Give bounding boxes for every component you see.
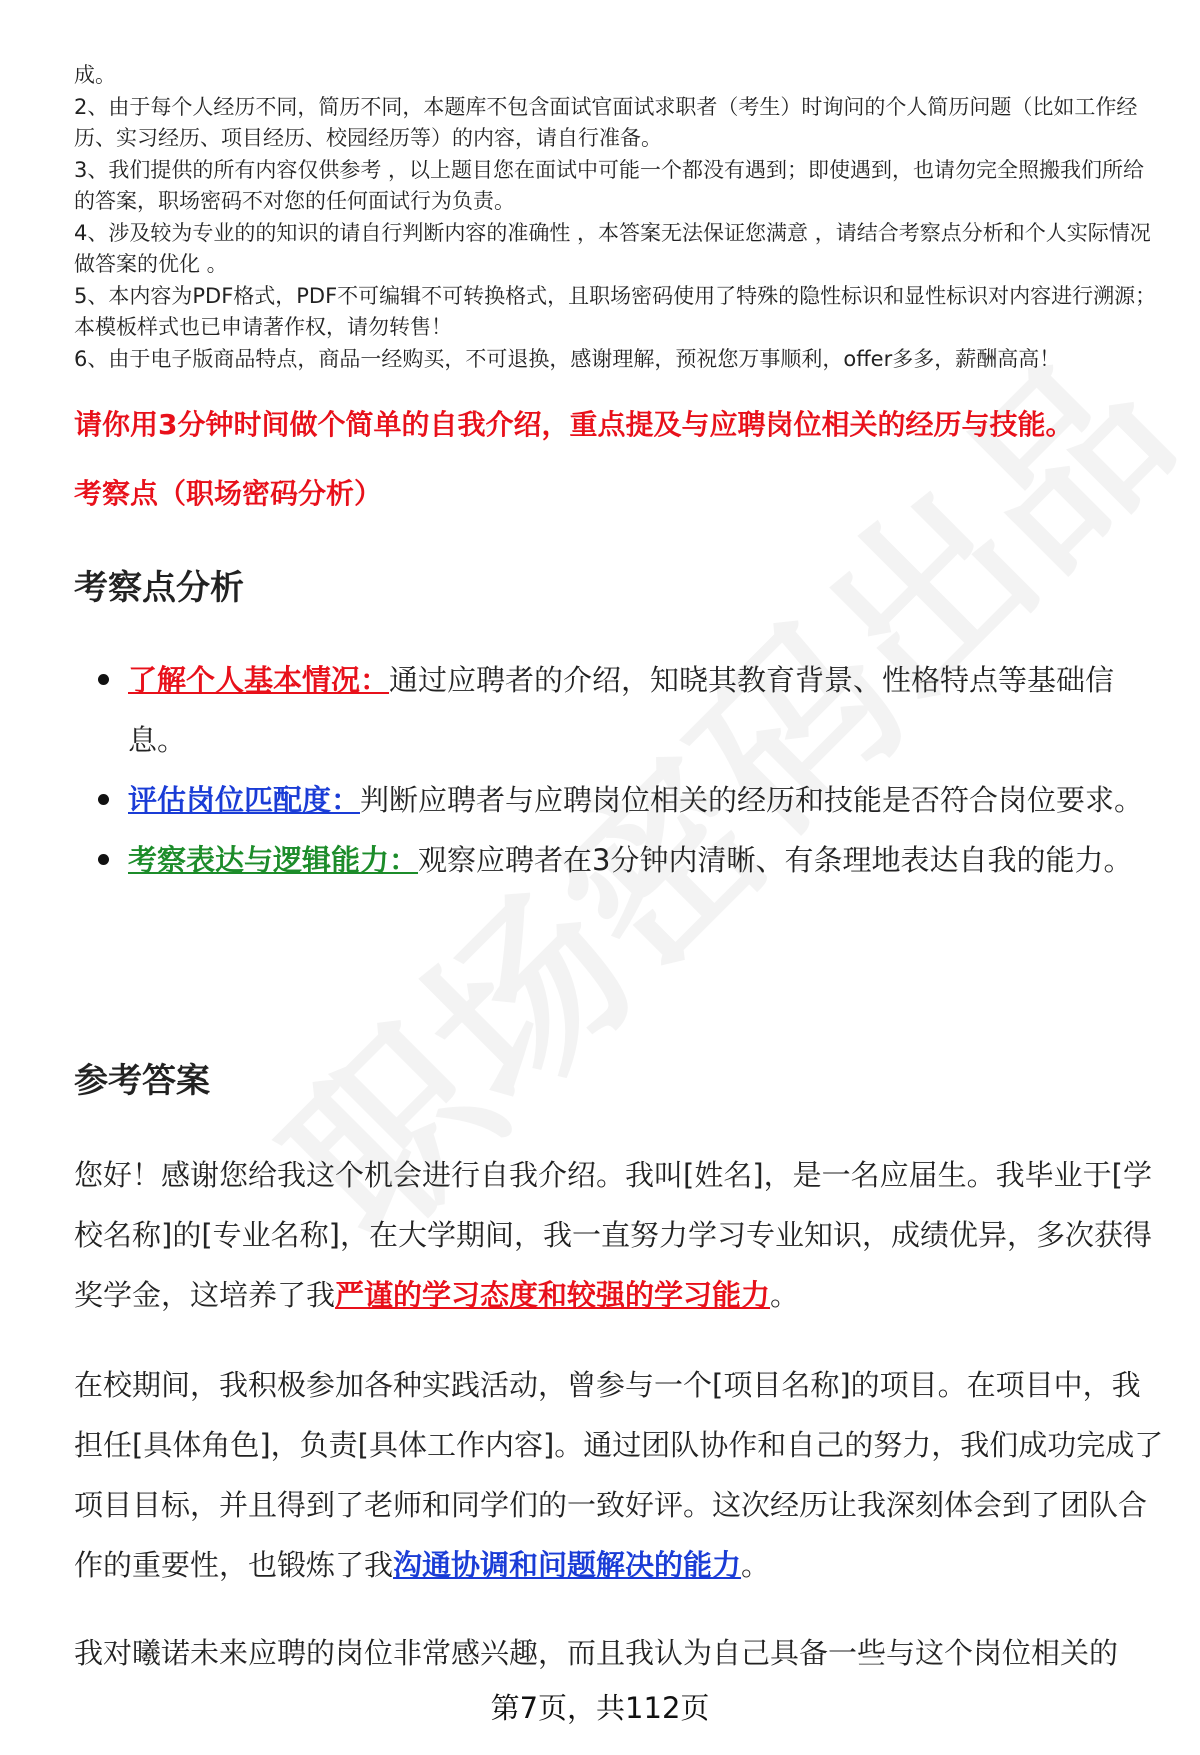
point-key: 了解个人基本情况：	[128, 663, 390, 697]
list-item	[74, 770, 1154, 830]
note-line: 5、本内容为PDF格式，PDF不可编辑不可转换格式，且职场密码使用了特殊的隐性标识和显性标识对内容进行溯源；本模板样式也已申请著作权，请勿转售！	[74, 283, 1157, 339]
point-text: 通过应聘者的介绍，知晓其教育背景、性格特点等基础信息。	[128, 663, 1115, 757]
list-item	[74, 650, 1154, 770]
note-line: 2、由于每个人经历不同，简历不同，本题库不包含面试官面试求职者（考生）时询问的个人简历问题（比如工作经历、实习经历、项目经历、校园经历等）的内容，请自行准备。	[74, 94, 1138, 150]
analysis-heading: 考察点分析	[74, 568, 244, 608]
point-text: 判断应聘者与应聘岗位相关的经历和技能是否符合岗位要求。	[360, 783, 1144, 817]
note-line: 3、我们提供的所有内容仅供参考 ，以上题目您在面试中可能一个都没有遇到；即使遇到，也请勿完全照搬我们所给的答案，职场密码不对您的任何面试行为负责。	[74, 157, 1145, 213]
answer-heading: 参考答案	[74, 1061, 210, 1101]
answer-highlight: 严谨的学习态度和较强的学习能力	[335, 1278, 771, 1312]
answer-text: 在校期间，我积极参加各种实践活动，曾参与一个[项目名称]的项目。在项目中，我担任[具体角色]，负责[具体工作内容]。通过团队协作和自己的努力，我们成功完成了项目目标，并且得到了老师和同学们的一致好评。这次经历让我深刻体会到了团队合作的重要性，也锻炼了我	[74, 1368, 1164, 1582]
answer-text: 。	[770, 1278, 800, 1312]
note-line: 成。	[74, 63, 116, 87]
point-key: 考察表达与逻辑能力：	[128, 843, 419, 877]
interview-question: 请你用3分钟时间做个简单的自我介绍，重点提及与应聘岗位相关的经历与技能。	[74, 408, 1074, 441]
analysis-points	[74, 650, 1154, 890]
answer-paragraph	[74, 1355, 1164, 1595]
answer-text: 。	[741, 1548, 771, 1582]
page-number: 第7页，共112页	[490, 1691, 710, 1725]
kaochadian-label: 考察点（职场密码分析）	[74, 477, 383, 510]
answer-paragraph: 我对曦诺未来应聘的岗位非常感兴趣，而且我认为自己具备一些与这个岗位相关的	[74, 1636, 1119, 1670]
bullet-icon	[98, 794, 109, 805]
bullet-icon	[98, 674, 109, 685]
bullet-icon	[98, 854, 109, 865]
disclaimer-notes	[74, 60, 1164, 375]
answer-paragraph	[74, 1145, 1164, 1325]
answer-highlight: 沟通协调和问题解决的能力	[393, 1548, 742, 1582]
point-key: 评估岗位匹配度：	[128, 783, 361, 817]
list-item	[74, 830, 1154, 890]
note-line: 6、由于电子版商品特点，商品一经购买，不可退换，感谢理解，预祝您万事顺利，offer多多，薪酬高高！	[74, 346, 1061, 371]
note-line: 4、涉及较为专业的的知识的请自行判断内容的准确性 ，本答案无法保证您满意 ，请结合考察点分析和个人实际情况做答案的优化 。	[74, 220, 1151, 276]
answer-text: 您好！感谢您给我这个机会进行自我介绍。我叫[姓名]，是一名应届生。我毕业于[学校名称]的[专业名称]，在大学期间，我一直努力学习专业知识，成绩优异，多次获得奖学金，这培养了我	[74, 1158, 1152, 1312]
point-text: 观察应聘者在3分钟内清晰、有条理地表达自我的能力。	[418, 843, 1133, 877]
